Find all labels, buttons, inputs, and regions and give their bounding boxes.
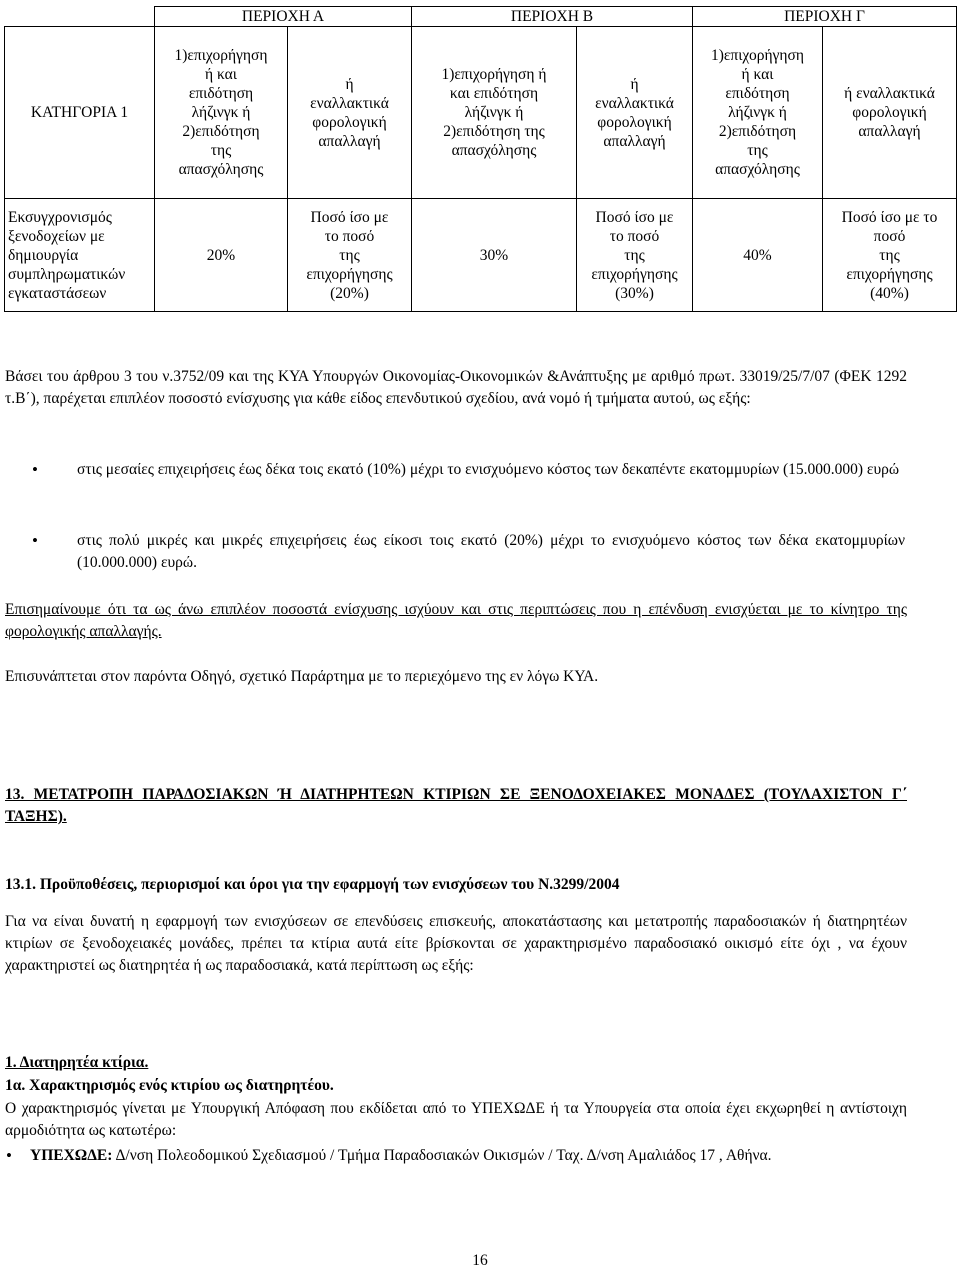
designation-paragraph: Ο χαρακτηρισμός γίνεται με Υπουργική Απόφαση που εκδίδεται από το ΥΠΕΧΩΔΕ ή τα Υπουργεία στα οποία έχει εκχωρηθεί η αντίστοιχη αρμοδιότητα ως κατωτέρω: bbox=[5, 1100, 907, 1139]
ministry-label: ΥΠΕΧΩΔΕ: bbox=[30, 1147, 113, 1164]
bullet-item: στις μεσαίες επιχειρήσεις έως δέκα τοις εκατό (10%) μέχρι το ενισχυόμενο κόστος των δεκαπέντε εκατομμυρίων (15.000.000) ευρώ bbox=[77, 461, 900, 478]
area-c-grant-cell: 1)επιχορήγηση ή και επιδότηση λήζινγκ ή 2)επιδότηση της απασχόλησης bbox=[693, 27, 823, 199]
area-a-grant-cell: 1)επιχορήγηση ή και επιδότηση λήζινγκ ή 2)επιδότηση της απασχόλησης bbox=[155, 27, 288, 199]
category-cell: ΚΑΤΗΓΟΡΙΑ 1 bbox=[5, 27, 155, 199]
note-paragraph: Επισημαίνουμε ότι τα ως άνω επιπλέον ποσοστά ενίσχυσης ισχύουν και στις περιπτώσεις που η επένδυση ενισχύεται με το κίνητρο της φορολογικής απαλλαγής. bbox=[5, 601, 907, 640]
area-b-grant-cell: 1)επιχορήγηση ή και επιδότηση λήζινγκ ή 2)επιδότηση της απασχόλησης bbox=[412, 27, 577, 199]
header-empty-cell bbox=[5, 7, 155, 27]
section-13-1-heading: 13.1. Προϋποθέσεις, περιορισμοί και όροι για την εφαρμογή των ενισχύσεων του Ν.3299/2004 bbox=[5, 876, 620, 893]
area-a-rate-cell: 20% bbox=[155, 199, 288, 312]
header-area-b: ΠΕΡΙΟΧΗ Β bbox=[412, 7, 693, 27]
aid-rates-table bbox=[4, 6, 957, 312]
bullet-symbol: • bbox=[32, 531, 38, 550]
table-row bbox=[5, 199, 957, 312]
basis-paragraph: Βάσει του άρθρου 3 του ν.3752/09 και της ΚΥΑ Υπουργών Οικονομίας-Οικονομικών &Ανάπτυξης με αριθμό πρωτ. 33019/25/7/07 (ΦΕΚ 1292 τ.Β΄), παρέχεται επιπλέον ποσοστό ενίσχυσης για κάθε είδος επενδυτικού σχεδίου, ανά νομό ή τμήματα αυτού, ως εξής: bbox=[5, 368, 907, 407]
area-c-rate-cell: 40% bbox=[693, 199, 823, 312]
header-area-c: ΠΕΡΙΟΧΗ Γ bbox=[693, 7, 957, 27]
bullet-item: στις πολύ μικρές και μικρές επιχειρήσεις έως είκοσι τοις εκατό (20%) μέχρι το ενισχυόμενο κόστος των δέκα εκατομμυρίων (10.000.000) ευρώ. bbox=[77, 532, 905, 571]
ministry-address: Δ/νση Πολεοδομικού Σχεδιασμού / Τμήμα Παραδοσιακών Οικισμών / Ταχ. Δ/νση Αμαλιάδος 17 , Αθήνα. bbox=[112, 1147, 772, 1164]
area-b-tax-amount-cell: Ποσό ίσο με το ποσό της επιχορήγησης (30%) bbox=[577, 199, 693, 312]
area-a-tax-amount-cell: Ποσό ίσο με το ποσό της επιχορήγησης (20%) bbox=[288, 199, 412, 312]
area-c-tax-amount-cell: Ποσό ίσο με το ποσό της επιχορήγησης (40%) bbox=[823, 199, 957, 312]
area-b-rate-cell: 30% bbox=[412, 199, 577, 312]
page-number: 16 bbox=[472, 1252, 488, 1269]
bullet-symbol: • bbox=[32, 460, 38, 479]
section-13-1-paragraph: Για να είναι δυνατή η εφαρμογή των ενισχύσεων σε επενδύσεις επισκευής, αποκατάστασης και μετατροπής παραδοσιακών ή διατηρητέων κτιρίων σε ξενοδοχειακές μονάδες, πρέπει τα κτίρια αυτά είτε βρίσκονται σε χαρακτηρισμένο παραδοσιακό οικισμό είτε όχι , να έχουν χαρακτηριστεί ως διατηρητέα ή ως παραδοσιακά, κατά περίπτωση ως εξής: bbox=[5, 913, 907, 974]
header-area-a: ΠΕΡΙΟΧΗ Α bbox=[155, 7, 412, 27]
area-a-tax-cell: ή εναλλακτικά φορολογική απαλλαγή bbox=[288, 27, 412, 199]
area-b-tax-cell: ή εναλλακτικά φορολογική απαλλαγή bbox=[577, 27, 693, 199]
category-cell: Εκσυγχρονισμός ξενοδοχείων με δημιουργία συμπληρωματικών εγκαταστάσεων bbox=[5, 199, 155, 312]
table-row bbox=[5, 27, 957, 199]
table-header-row bbox=[5, 7, 957, 27]
bullet-symbol: • bbox=[6, 1146, 12, 1165]
section-13-heading: 13. ΜΕΤΑΤΡΟΠΗ ΠΑΡΑΔΟΣΙΑΚΩΝ Ή ΔΙΑΤΗΡΗΤΕΩΝ ΚΤΙΡΙΩΝ ΣΕ ΞΕΝΟΔΟΧΕΙΑΚΕΣ ΜΟΝΑΔΕΣ (ΤΟΥΛΑΧΙΣΤΟΝ Γ΄ ΤΑΞΗΣ). bbox=[5, 786, 907, 825]
attachment-paragraph: Επισυνάπτεται στον παρόντα Οδηγό, σχετικό Παράρτημα με το περιεχόμενο της εν λόγω ΚΥΑ. bbox=[5, 668, 599, 685]
subheading-designation: 1α. Χαρακτηρισμός ενός κτιρίου ως διατηρητέου. bbox=[5, 1077, 334, 1094]
subheading-listed-buildings: 1. Διατηρητέα κτίρια. bbox=[5, 1054, 149, 1071]
area-c-tax-cell: ή εναλλακτικά φορολογική απαλλαγή bbox=[823, 27, 957, 199]
ministry-bullet-item bbox=[30, 1145, 905, 1167]
